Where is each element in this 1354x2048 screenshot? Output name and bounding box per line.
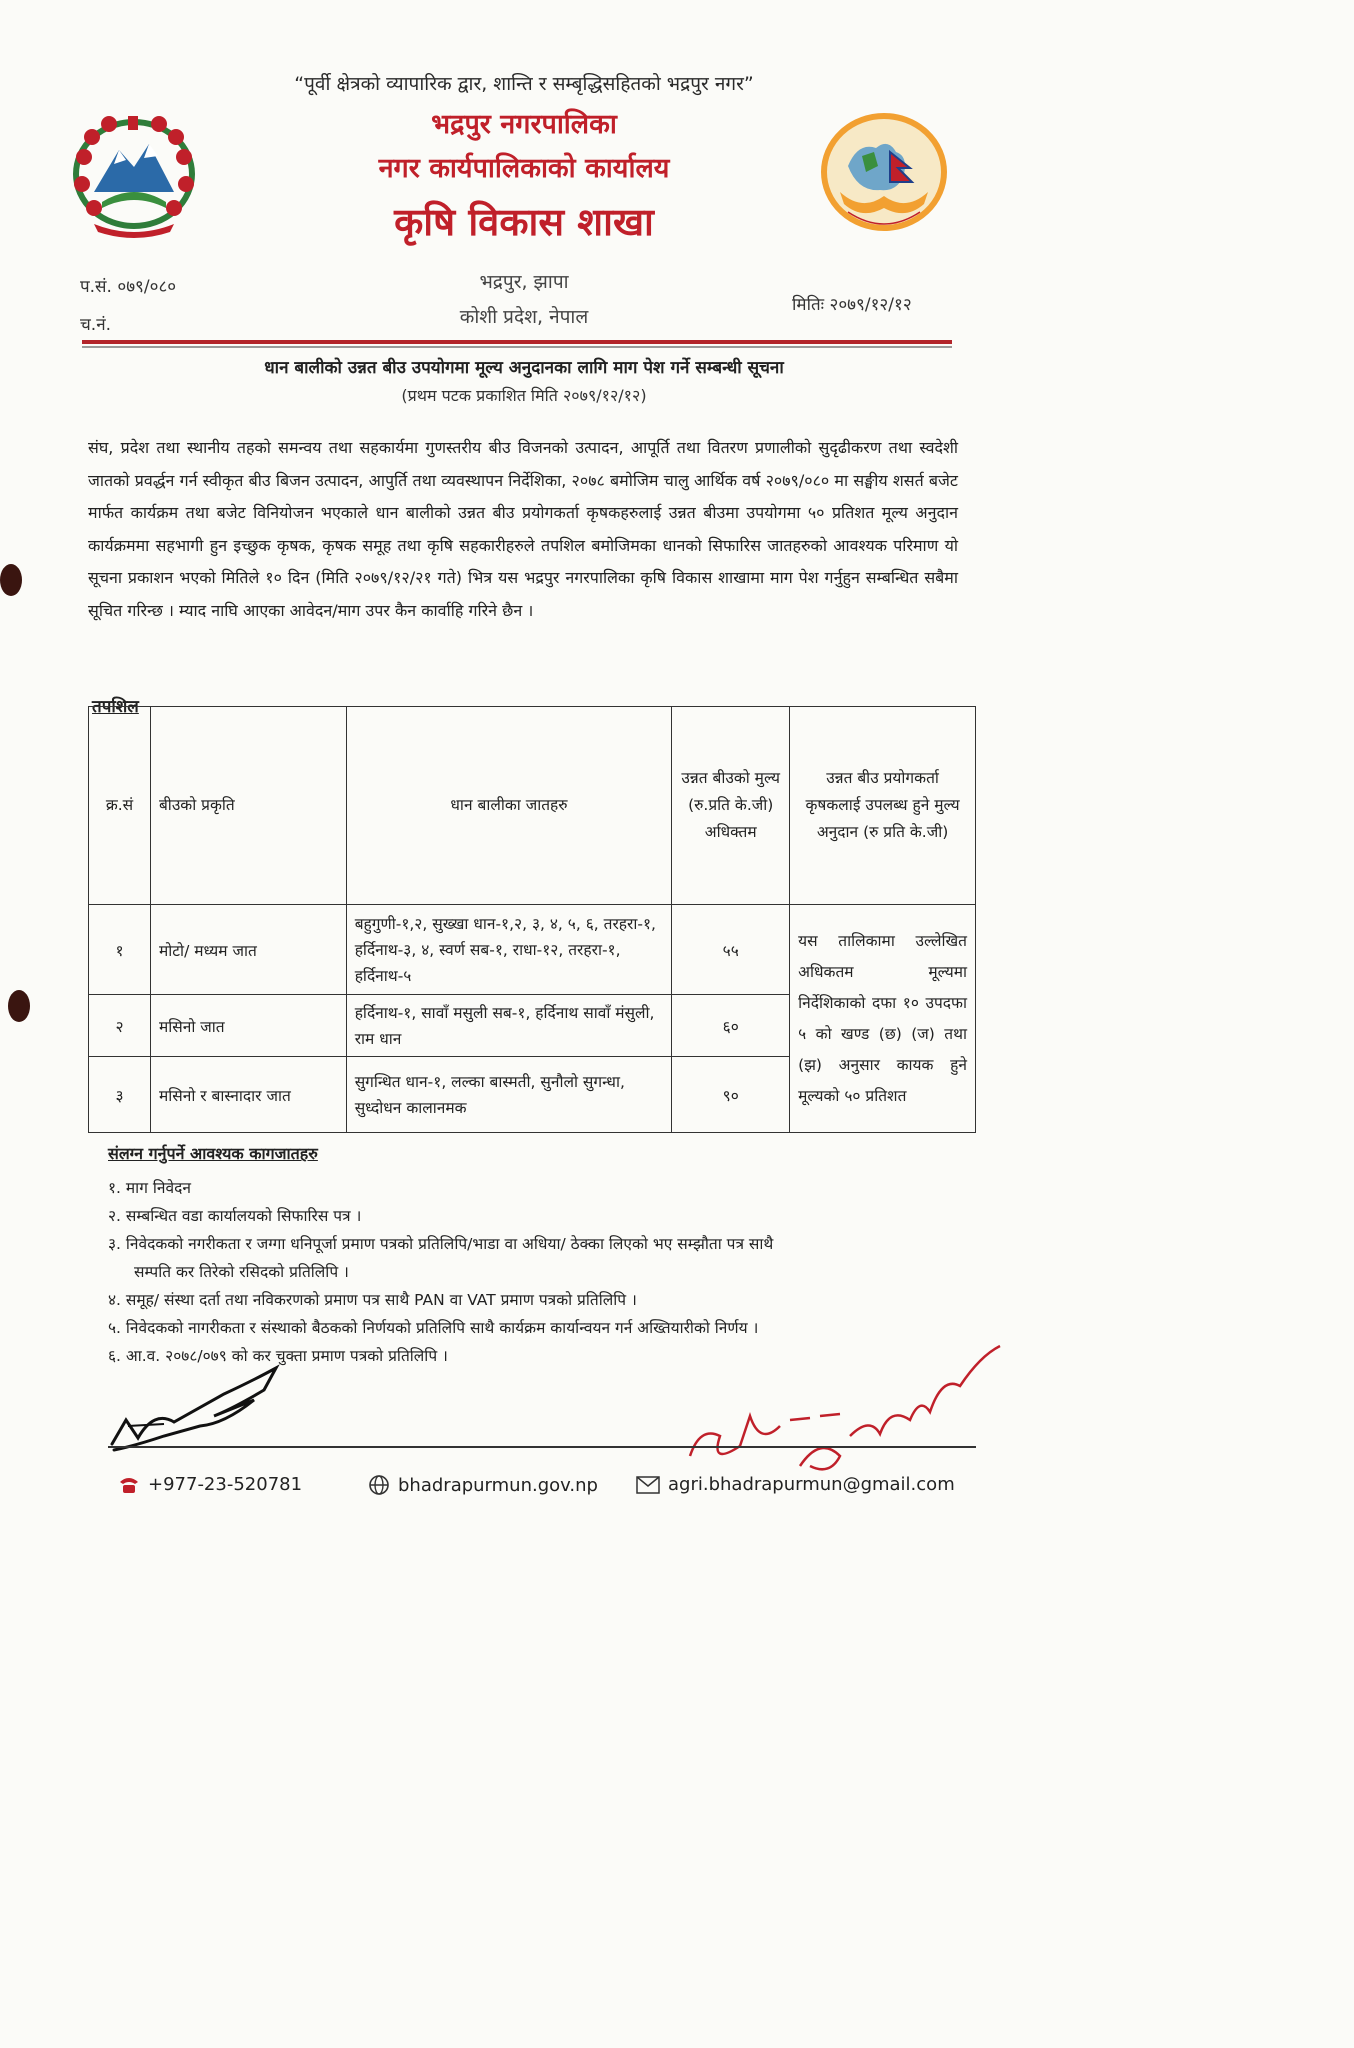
phone-icon bbox=[118, 1476, 140, 1494]
letter-date: मितिः २०७९/१२/१२ bbox=[792, 295, 912, 315]
row-seed-nature: मोटो/ मध्यम जात bbox=[150, 905, 346, 995]
list-item: ४. समूह/ संस्था दर्ता तथा नविकरणको प्रमाण पत्र साथै PAN वा VAT प्रमाण पत्रको प्रतिलिपि । bbox=[108, 1291, 637, 1309]
list-item: २. सम्बन्धित वडा कार्यालयको सिफारिस पत्र । bbox=[108, 1207, 362, 1225]
schedule-heading: तपशिल bbox=[92, 697, 139, 717]
footer-phone bbox=[118, 1474, 302, 1495]
header-sn: क्र.सं bbox=[89, 707, 151, 905]
header-subsidy: उन्नत बीउ प्रयोगकर्ता कृषकलाई उपलब्ध हुने मुल्य अनुदान (रु प्रति के.जी) bbox=[790, 707, 976, 905]
office-name: नगर कार्यपालिकाको कार्यालय bbox=[378, 153, 670, 184]
mail-icon bbox=[636, 1476, 660, 1494]
row-varieties: बहुगुणी-१,२, सुख्खा धान-१,२, ३, ४, ५, ६, तरहरा-१, हर्दिनाथ-३, ४, स्वर्ण सब-१, राधा-१२, तरहरा-१, हर्दिनाथ-५ bbox=[346, 905, 672, 995]
list-item: १. माग निवेदन bbox=[108, 1179, 191, 1197]
website-url[interactable]: bhadrapurmun.gov.np bbox=[398, 1474, 598, 1496]
row-max-price: ५५ bbox=[672, 905, 790, 995]
header-varieties: धान बालीका जातहरु bbox=[346, 707, 672, 905]
subsidy-note: यस तालिकामा उल्लेखित अधिकतम मूल्यमा निर्देशिकाको दफा १० उपदफा ५ को खण्ड (छ) (ज) तथा (झ) अनुसार कायक हुने मूल्यको ५० प्रतिशत bbox=[790, 905, 976, 1133]
required-documents-heading: संलग्न गर्नुपर्ने आवश्यक कागजातहरु bbox=[108, 1144, 318, 1163]
punch-hole bbox=[0, 564, 22, 596]
seed-price-table bbox=[88, 706, 976, 1133]
reference-number: प.सं. ०७९/०८० bbox=[80, 277, 177, 297]
row-max-price: ९० bbox=[672, 1057, 790, 1133]
phone-number: +977-23-520781 bbox=[148, 1474, 303, 1495]
row-sn: २ bbox=[89, 995, 151, 1057]
address-line-2: कोशी प्रदेश, नेपाल bbox=[459, 306, 589, 328]
list-item: ५. निवेदकको नागरीकता र संस्थाको बैठकको निर्णयको प्रतिलिपि साथै कार्यक्रम कार्यान्वयन गर्न अख्तियारीको निर्णय । bbox=[108, 1319, 759, 1337]
row-varieties: हर्दिनाथ-१, सावाँ मसुली सब-१, हर्दिनाथ सावाँ मंसुली, राम धान bbox=[346, 995, 672, 1057]
handwritten-note bbox=[680, 1316, 1010, 1476]
header-seed-nature: बीउको प्रकृति bbox=[150, 707, 346, 905]
list-item: सम्पति कर तिरेको रसिदको प्रतिलिपि । bbox=[134, 1263, 349, 1281]
globe-icon bbox=[368, 1474, 390, 1496]
row-max-price: ६० bbox=[672, 995, 790, 1057]
footer-divider bbox=[108, 1446, 976, 1448]
row-varieties: सुगन्धित धान-१, लल्का बास्मती, सुनौलो सुगन्धा, सुध्दोधन कालानमक bbox=[346, 1057, 672, 1133]
notice-subject: धान बालीको उन्नत बीउ उपयोगमा मूल्य अनुदानका लागि माग पेश गर्ने सम्बन्धी सूचना bbox=[264, 358, 784, 378]
dispatch-number: च.नं. bbox=[80, 315, 112, 335]
row-sn: १ bbox=[89, 905, 151, 995]
signature bbox=[104, 1360, 304, 1452]
branch-name: कृषि विकास शाखा bbox=[394, 200, 654, 244]
list-item: ३. निवेदकको नगरीकता र जग्गा धनिपूर्जा प्रमाण पत्रको प्रतिलिपि/भाडा वा अधिया/ ठेक्का लिएको भए सम्झौता पत्र साथै bbox=[108, 1235, 774, 1253]
footer-email bbox=[636, 1474, 955, 1495]
punch-hole bbox=[8, 990, 30, 1022]
row-seed-nature: मसिनो र बास्नादार जात bbox=[150, 1057, 346, 1133]
list-item: ६. आ.व. २०७८/०७९ को कर चुक्ता प्रमाण पत्रको प्रतिलिपि । bbox=[108, 1347, 448, 1365]
footer-website bbox=[368, 1474, 598, 1496]
publication-date: (प्रथम पटक प्रकाशित मिति २०७९/१२/१२) bbox=[401, 386, 647, 405]
row-seed-nature: मसिनो जात bbox=[150, 995, 346, 1057]
table-header-row bbox=[89, 707, 976, 905]
notice-body: संघ, प्रदेश तथा स्थानीय तहको समन्वय तथा सहकार्यमा गुणस्तरीय बीउ विजनको उत्पादन, आपूर्ति तथा वितरण प्रणालीको सुदृढीकरण तथा स्वदेशी जातको प्रवर्द्धन गर्न स्वीकृत बीउ बिजन उत्पादन, आपुर्ति तथा व्यवस्थापन निर्देशिका, २०७८ बमोजिम चालु आर्थिक वर्ष २०७९/०८० मा सङ्घीय शसर्त बजेट मार्फत कार्यक्रम तथा बजेट विनियोजन भएकाले धान बालीको उन्नत बीउ प्रयोगकर्ता कृषकहरुलाई उन्नत बीउमा उपयोगमा ५० प्रतिशत मूल्य अनुदान कार्यक्रममा सहभागी हुन इच्छुक कृषक, कृषक समूह तथा कृषि सहकारीहरुले तपशिल बमोजिमका धानको सिफारिस जातहरुको आवश्यक परिमाण यो सूचना प्रकाशन भएको मितिले १० दिन (मिति २०७९/१२/२१ गते) भित्र यस भद्रपुर नगरपालिका कृषि विकास शाखामा माग पेश गर्नुहुन सम्बन्धित सबैमा सूचित गरिन्छ । म्याद नाघि आएका आवेदन/माग उपर कैन कार्वाहि गरिने छैन । bbox=[88, 438, 958, 620]
header-max-price: उन्नत बीउको मुल्य (रु.प्रति के.जी) अधिक्तम bbox=[672, 707, 790, 905]
header-divider-thin bbox=[82, 346, 952, 348]
email-address[interactable]: agri.bhadrapurmun@gmail.com bbox=[668, 1474, 955, 1495]
header-divider bbox=[82, 340, 952, 344]
address-line-1: भद्रपुर, झापा bbox=[479, 271, 569, 293]
municipality-name: भद्रपुर नगरपालिका bbox=[431, 109, 617, 140]
slogan: “पूर्वी क्षेत्रको व्यापारिक द्वार, शान्ति र सम्बृद्धिसहितको भद्रपुर नगर” bbox=[294, 73, 754, 95]
table-row bbox=[89, 905, 976, 995]
row-sn: ३ bbox=[89, 1057, 151, 1133]
